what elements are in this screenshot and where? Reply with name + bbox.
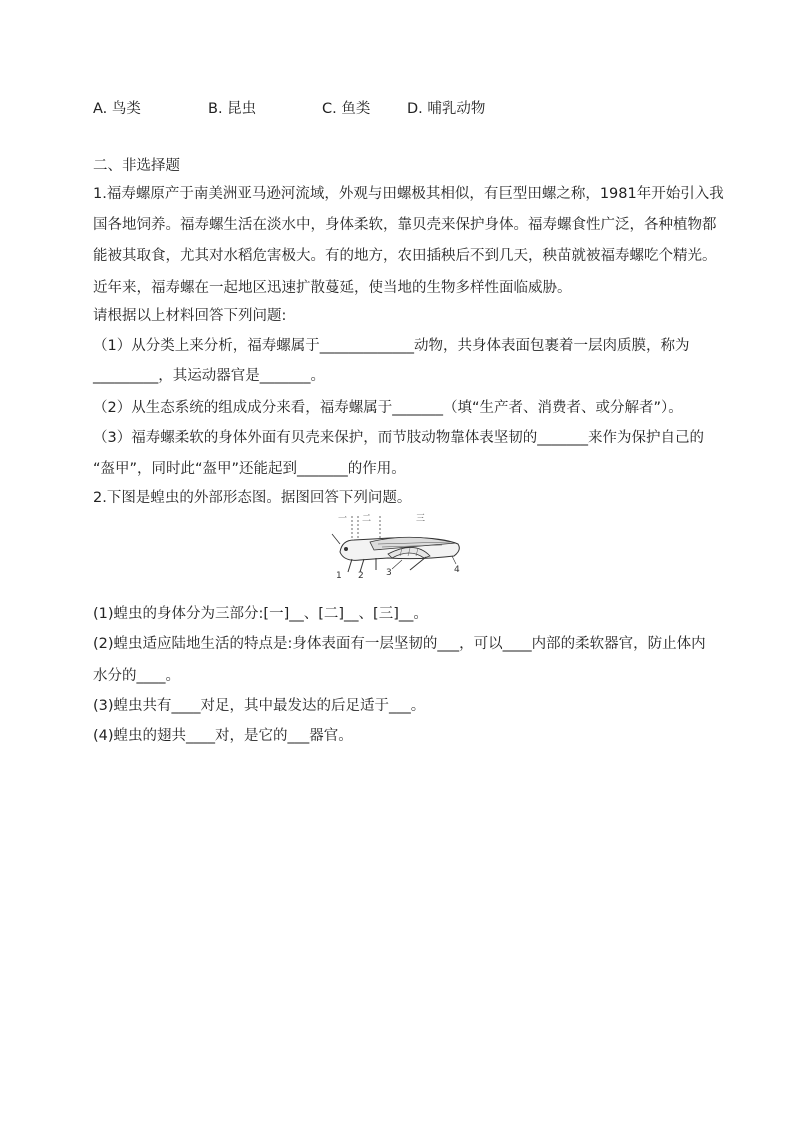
q2-sub2-line-1: (2)蝗虫适应陆地生活的特点是:身体表面有一层坚韧的___，可以____内部的柔软器官，防止体内 [93, 636, 706, 652]
q1-sub1-line-2: _________，其运动器官是_______。 [93, 368, 325, 384]
q1-sub1-line-1: （1）从分类上来分析，福寿螺属于_____________动物，共身体表面包裹着一层肉质膜，称为 [93, 338, 690, 354]
q1-prompt: 请根据以上材料回答下列问题: [93, 308, 287, 324]
q1-sub3-line-1: （3）福寿螺柔软的身体外面有贝壳来保护，而节肢动物靠体表坚韧的_______来作为保护自己的 [93, 430, 704, 446]
q2-intro: 2.下图是蝗虫的外部形态图。据图回答下列问题。 [93, 490, 412, 506]
figure-label-top3: 三 [416, 514, 426, 524]
q2-sub3: (3)蝗虫共有____对足，其中最发达的后足适于___。 [93, 698, 426, 714]
choice-a: A. 鸟类 [93, 101, 141, 117]
choice-c: C. 鱼类 [322, 101, 371, 117]
figure-label-top2: 二 [362, 514, 372, 524]
figure-label-2: 2 [358, 571, 364, 581]
q2-sub4: (4)蝗虫的翅共____对，是它的___器官。 [93, 728, 353, 744]
choice-d: D. 哺乳动物 [407, 101, 486, 117]
q2-sub1: (1)蝗虫的身体分为三部分:[一]__、[二]__、[三]__。 [93, 606, 428, 622]
q1-para-line-2: 国各地饲养。福寿螺生活在淡水中，身体柔软，靠贝壳来保护身体。福寿螺食性广泛，各种植物都 [93, 217, 717, 233]
figure-label-4: 4 [454, 565, 460, 575]
q1-para-line-4: 近年来，福寿螺在一起地区迅速扩散蔓延，使当地的生物多样性面临威胁。 [93, 280, 572, 296]
q1-para-line-3: 能被其取食，尤其对水稻危害极大。有的地方，农田插秧后不到几天，秧苗就被福寿螺吃个精光。 [93, 248, 717, 264]
grasshopper-figure [330, 512, 470, 582]
figure-label-top1: 一 [338, 514, 348, 524]
figure-label-1: 1 [336, 571, 342, 581]
q1-sub2: （2）从生态系统的组成成分来看，福寿螺属于_______（填“生产者、消费者、或分解者”）。 [93, 400, 683, 416]
q1-sub3-line-2: “盔甲”，同时此“盔甲”还能起到_______的作用。 [93, 461, 406, 477]
q2-sub2-line-2: 水分的____。 [93, 668, 180, 684]
section-title: 二、非选择题 [93, 158, 180, 174]
q1-para-line-1: 1.福寿螺原产于南美洲亚马逊河流域，外观与田螺极其相似，有巨型田螺之称，1981年开始引入我 [93, 186, 724, 202]
figure-label-3: 3 [386, 568, 392, 578]
choice-b: B. 昆虫 [208, 101, 257, 117]
